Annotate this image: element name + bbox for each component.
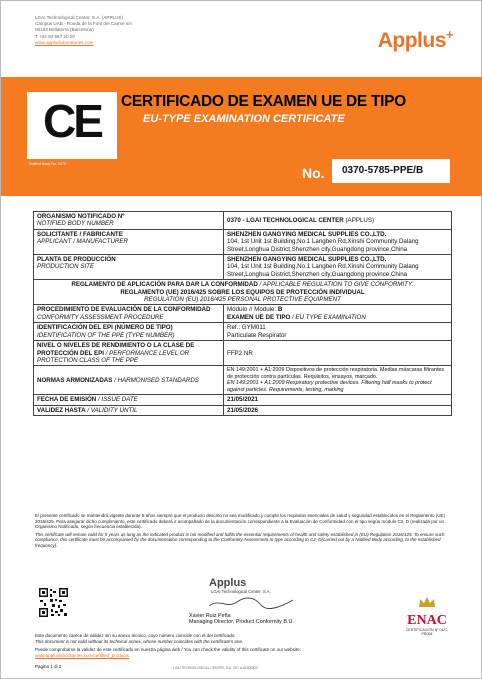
applicant-label-en: APPLICANT / MANUFACTURER (37, 238, 128, 246)
performance-label-en: / PERFORMANCE LEVEL OR PROTECTION CLASS OF THE PPE (37, 349, 190, 364)
footer-company: LGAI TECHNOLOGICAL CENTER, S.A. CIF: A-61000822 (173, 666, 258, 670)
address-line: T +34 93 567 20 00 (35, 33, 75, 39)
table-cell (34, 229, 224, 254)
module-value: B (277, 306, 283, 314)
verify-note: Puede comprobarse la validez de este certificado en nuestra página web / You can check the validity of this certificate on our website: (35, 647, 301, 653)
production-site-label-en: PRODUCTION SITE (37, 263, 95, 271)
table-cell (34, 305, 224, 323)
qr-code-icon (38, 587, 69, 618)
issue-date-value: 21/05/2021 (227, 396, 258, 404)
procedure-value: EXAMEN UE DE TIPO (227, 313, 291, 321)
certificate-title-es: CERTIFICADO DE EXAMEN UE DE TIPO (121, 93, 406, 110)
verify-link[interactable]: www.appluslaboratories.com/certified_products (35, 652, 130, 658)
table-cell (34, 255, 224, 280)
regulation-name-en: REGULATION (EU) 2016/425 PERSONAL PROTECTIVE EQUIPMENT (144, 296, 341, 304)
address-line: LGAI Technological Center, S.A. (APPLUS) (35, 15, 124, 20)
annex-note-en: This document is not valid without its technical annex, whose number coincides with the certificate's one. (35, 638, 244, 644)
issue-date-label-en: / ISSUE DATE (96, 396, 138, 404)
applicant-name: SHENZHEN GANGYING MEDICAL SUPPLIES CO.,LTD. (227, 230, 387, 238)
table-cell (34, 341, 224, 366)
table-cell (34, 405, 224, 415)
regulation-heading-en: / APPLICABLE REGULATION TO GIVE CONFORMITY: (257, 281, 414, 289)
table-cell (224, 405, 452, 415)
table-row (34, 405, 452, 415)
ce-marking (27, 92, 117, 159)
address-line: Campus UAB - Ronda de la Font del Carme s/n (35, 21, 133, 27)
table-cell (224, 305, 452, 323)
valid-until-value: 21/05/2026 (227, 406, 258, 414)
applicant-address: 104, 1st Unit 1st Building,No.1 Langben Rd,Xinshi Community Dalang Street,Longhua District,Shenzhen city,Guangdong province,China (227, 238, 419, 253)
procedure-label-en: CONFORMITY ASSESSMENT PROCEDURE (37, 313, 164, 321)
table-row (34, 366, 452, 395)
title-banner (1, 77, 482, 196)
procedure-value-en: / EU TYPE EXAMINATION (290, 313, 366, 321)
brand-mark: + (445, 27, 453, 42)
website-link[interactable]: www.appluslaboratories.com (35, 39, 94, 45)
applus-signature-logo: Applus (209, 577, 247, 589)
enac-subtitle: CERTIFICACIÓN Nº 01/C-PR054 (405, 628, 449, 636)
table-cell (34, 280, 452, 305)
table-row (34, 323, 452, 341)
performance-label: NIVEL O NIVELES DE RENDIMIENTO O LA CLASE DE PROTECCIÓN DEL EPI (37, 342, 195, 357)
performance-value: FFP2 NR (227, 349, 253, 357)
table-cell (224, 255, 452, 280)
number-label: No. (302, 165, 325, 181)
table-cell (34, 366, 224, 395)
table-row (34, 229, 452, 254)
certificate-title-en: EU-TYPE EXAMINATION CERTIFICATE (143, 113, 345, 125)
signatory-role: Managing Director, Product Conformity B.U. (189, 619, 294, 625)
ppe-description: Particulate Respirator (227, 331, 287, 339)
footer-notes (35, 633, 449, 658)
validity-conditions-en: This certificate will remain valid for 5 years as long as the indicated product is not modified and fulfils the essential requirements of health and safety established in (EU) Regulation 2016/425. To ensure such compliance, this certificate must be accompanied by the documentation corresponding to the Conformity Assessment to type according to C2, D(carried out by a Notified Body according, to the established frequency). (35, 531, 445, 548)
table-row (34, 341, 452, 366)
table-cell (34, 212, 224, 230)
brand-text: Applus (377, 29, 446, 52)
standards-label: NORMAS ARMONIZADAS (37, 376, 113, 384)
notified-body-label: ORGANISMO NOTIFICADO Nº (37, 213, 125, 220)
table-cell (224, 323, 452, 341)
table-cell (224, 229, 452, 254)
table-row (34, 395, 452, 405)
crown-icon (417, 595, 437, 609)
annex-note-es: Este documento carece de validez sin su anexo técnico, cuyo número coincide con el del certificado. (35, 633, 236, 638)
table-cell (34, 323, 224, 341)
table-cell (224, 395, 452, 405)
notified-body-label-en: NOTIFIED BODY NUMBER (37, 220, 114, 228)
notified-body-value: 0370 - LGAI TECHNOLOGICAL CENTER (227, 216, 344, 224)
applus-logo (378, 27, 453, 53)
ppe-id-label-en: IDENTIFICATION OF THE PPE (TYPE NUMBER) (37, 331, 175, 339)
issuer-address (35, 15, 132, 46)
valid-until-label-en: / VALIDITY UNTIL (85, 406, 138, 414)
ppe-id-label: IDENTIFICACIÓN DEL EPI (NÚMERO DE TIPO) (37, 324, 173, 332)
table-row (34, 212, 452, 230)
certificate-details-table (33, 211, 452, 416)
table-cell (34, 395, 224, 405)
standards-value-en: EN 149:2001 + A1:2009 Respiratory protective devices. Filtering half masks to protect against particles. Requirements, testing, marking (227, 380, 432, 393)
production-site-name: SHENZHEN GANGYING MEDICAL SUPPLIES CO.,LTD. (227, 256, 387, 264)
signature-company: LGAI Technological Center, S.A. (211, 589, 271, 594)
table-cell (224, 212, 452, 230)
table-cell (224, 341, 452, 366)
table-cell (224, 366, 452, 395)
standards-label-en: / HARMONISED STANDARDS (112, 376, 199, 384)
table-row (34, 280, 452, 305)
production-site-label: PLANTA DE PRODUCCIÓN (37, 256, 116, 264)
regulation-name: REGLAMENTO (UE) 2016/425 SOBRE LOS EQUIPOS DE PROTECCIÓN INDIVIDUAL (120, 288, 365, 296)
table-row (34, 305, 452, 323)
table-row (34, 255, 452, 280)
signatory-name: Xavier Ruiz Peña (189, 613, 231, 619)
regulation-heading: REGLAMENTO DE APLICACIÓN PARA DAR LA CONFORMIDAD (71, 281, 258, 289)
applicant-label: SOLICITANTE / FABRICANTE (37, 230, 123, 238)
ce-mark-icon: CE (43, 95, 101, 147)
page-number: Pagina 1 di 2 (35, 664, 62, 669)
ppe-reference: Ref.: GYM011 (227, 324, 266, 332)
address-line: 08193 Bellaterra (Barcelona) (35, 27, 94, 33)
signature-block (189, 577, 369, 625)
certificate-number: 0370-5785-PPE/B (332, 159, 450, 183)
handwritten-signature-icon (189, 596, 329, 610)
standards-value: EN 149:2001 + A1:2009 Dispositivos de protección respiratoria. Medias máscaras filtrantes de protección contra partículas. Requisitos, ensayos, marcado. (227, 367, 445, 380)
validity-conditions-es: El presente certificado se mantendrá vigente durante 5 años siempre que el producto descrito no sea modificado y cumpla los requisitos esenciales de salud y seguridad establecidos en el Reglamento (UE) 2016/425. Para asegurar dicho cumplimiento, este certificado deberá ir acompañado de la documentación correspondiente a la Evaluación de Conformidad con el tipo según módulo C2, D (realizada por un Organismo Notificado, según frecuencia establecida). (35, 513, 445, 530)
notified-body-value-suffix: (APPLUS) (343, 216, 375, 224)
procedure-label: PROCEDIMIENTO DE EVALUACIÓN DE LA CONFORMIDAD (37, 306, 211, 314)
enac-accreditation (401, 595, 453, 636)
enac-logo: ENAC (407, 613, 447, 628)
valid-until-label: VALIDEZ HASTA (37, 406, 86, 414)
module-label: Módulo // Module: (227, 306, 277, 314)
validity-conditions (35, 513, 449, 549)
notified-body-caption: Notified Body No. 0370 (29, 162, 66, 166)
issue-date-label: FECHA DE EMISIÓN (37, 396, 97, 404)
production-site-address: 104, 1st Unit 1st Building,No.1 Langben Rd,Xinshi Community Dalang Street,Longhua District,Shenzhen city,Guangdong province,China (227, 263, 419, 278)
